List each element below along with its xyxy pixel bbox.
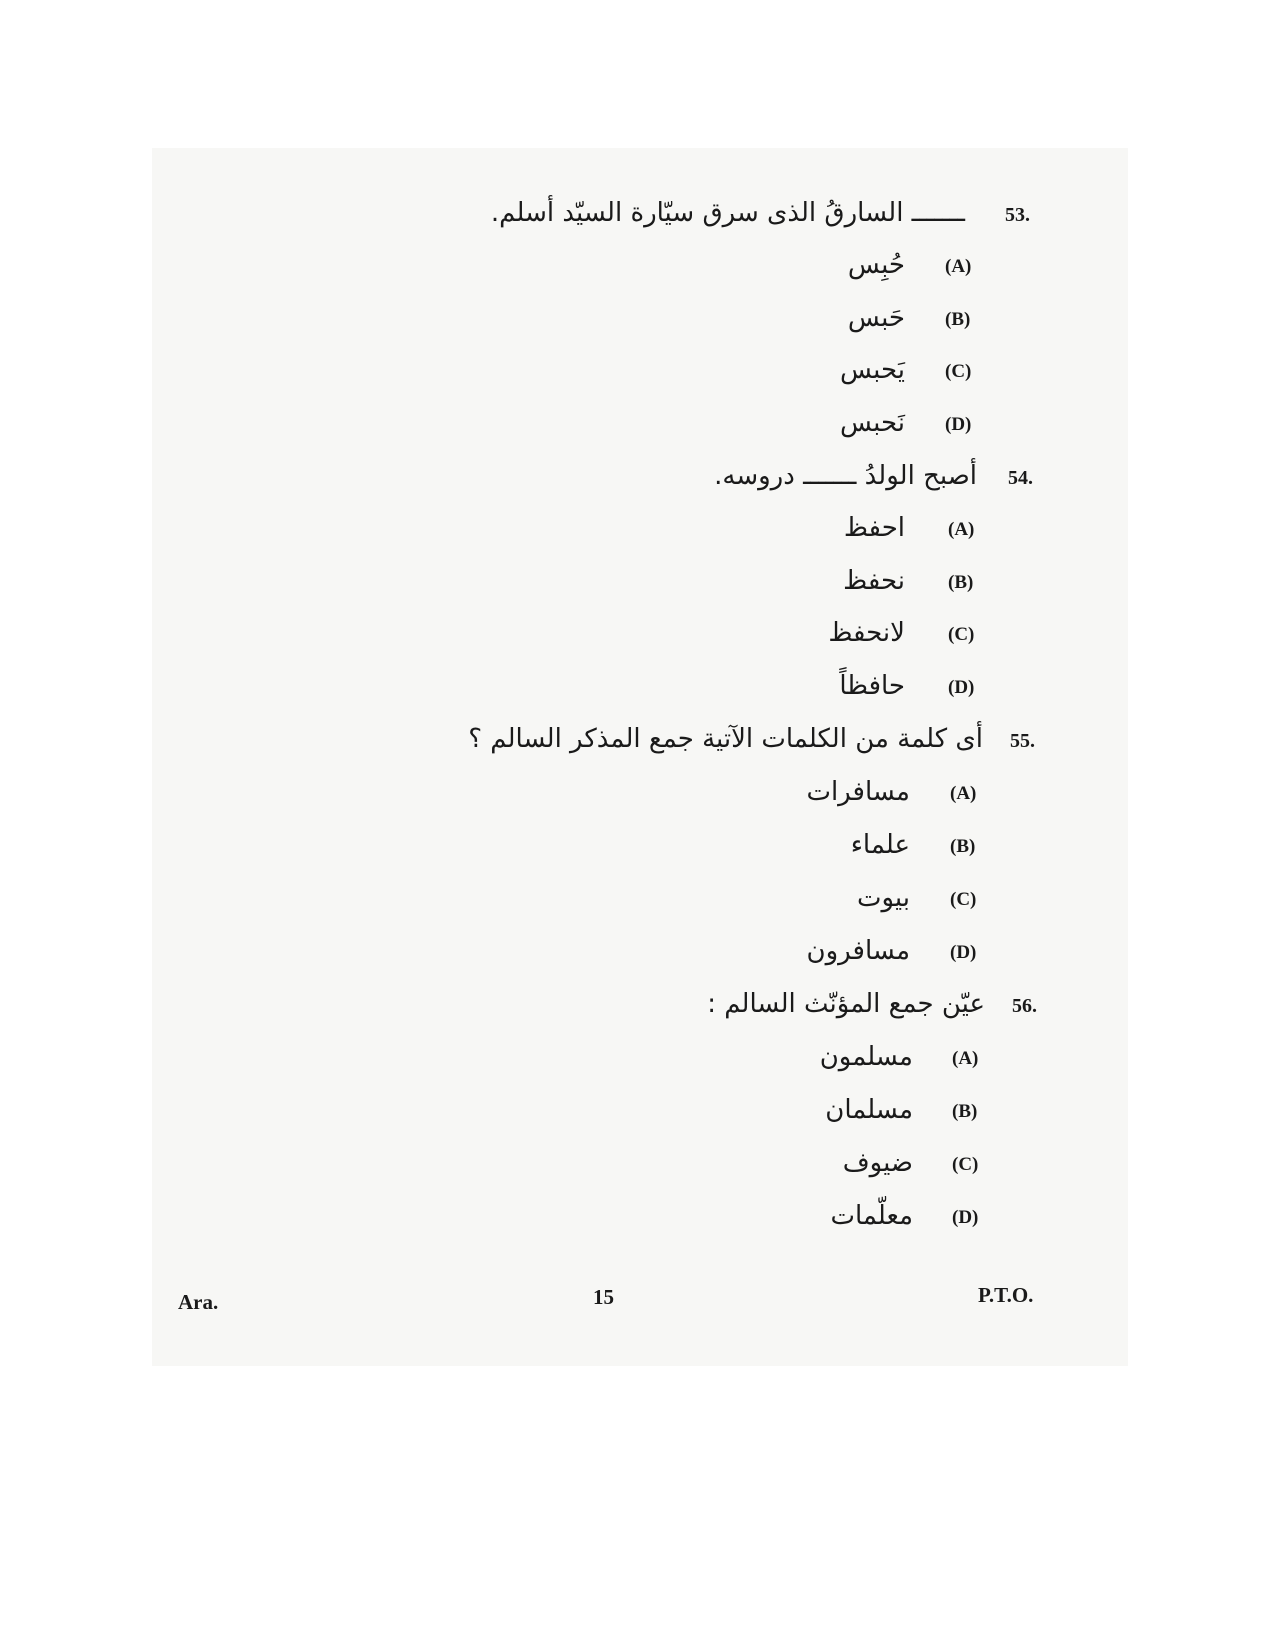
option-text: مسلمون (819, 1042, 913, 1072)
option-54-c (0, 615, 1275, 655)
option-letter: (D) (945, 414, 972, 435)
option-53-b (0, 300, 1275, 340)
option-text: لانحفظ (828, 618, 905, 648)
question-53 (0, 195, 1275, 235)
option-letter: (B) (948, 572, 974, 593)
option-letter: (D) (948, 677, 975, 698)
option-text: نَحبس (839, 408, 905, 438)
question-number: 54. (1008, 467, 1033, 489)
option-text: علماء (850, 830, 910, 860)
question-text: عيّن جمع المؤنّث السالم : (707, 989, 985, 1019)
option-letter: (C) (945, 361, 972, 382)
option-56-a (0, 1039, 1275, 1079)
option-letter: (C) (952, 1154, 979, 1175)
option-letter: (C) (948, 624, 975, 645)
option-53-a (0, 247, 1275, 287)
option-55-b (0, 827, 1275, 867)
option-letter: (B) (952, 1101, 978, 1122)
option-54-d (0, 668, 1275, 708)
option-55-a (0, 774, 1275, 814)
footer-subject-code: Ara. (178, 1290, 219, 1314)
option-text: حافظاً (839, 671, 905, 701)
question-number: 53. (1005, 204, 1030, 226)
footer-pto: P.T.O. (978, 1283, 1034, 1307)
option-letter: (A) (952, 1048, 979, 1069)
option-text: بيوت (857, 883, 910, 913)
option-text: حُبِس (847, 250, 905, 280)
option-letter: (A) (948, 519, 975, 540)
option-text: مسافرون (806, 936, 910, 966)
option-54-b (0, 563, 1275, 603)
option-55-d (0, 933, 1275, 973)
question-56 (0, 986, 1275, 1026)
option-letter: (D) (950, 942, 977, 963)
option-55-c (0, 880, 1275, 920)
question-55 (0, 721, 1275, 761)
option-text: مسلمان (825, 1095, 913, 1125)
option-letter: (B) (945, 309, 971, 330)
option-letter: (B) (950, 836, 976, 857)
option-letter: (D) (952, 1207, 979, 1228)
question-54 (0, 458, 1275, 498)
question-number: 55. (1010, 730, 1035, 752)
option-text: نحفظ (843, 566, 905, 596)
question-number: 56. (1012, 995, 1037, 1017)
option-letter: (A) (950, 783, 977, 804)
option-53-c (0, 352, 1275, 392)
option-letter: (A) (945, 256, 972, 277)
option-56-b (0, 1092, 1275, 1132)
page-number: 15 (593, 1285, 614, 1309)
option-53-d (0, 405, 1275, 445)
question-text: أصبح الولدُ ـــــــ دروسه. (714, 461, 977, 491)
option-text: معلّمات (830, 1201, 913, 1231)
option-54-a (0, 510, 1275, 550)
question-text: ـــــــ السارقُ الذى سرق سيّارة السيّد أسلم. (490, 198, 965, 228)
option-text: يَحبس (839, 355, 905, 385)
option-text: احفظ (843, 513, 905, 543)
option-text: مسافرات (806, 777, 910, 807)
option-56-d (0, 1198, 1275, 1238)
option-text: حَبس (847, 303, 905, 333)
question-text: أى كلمة من الكلمات الآتية جمع المذكر السالم ؟ (468, 724, 983, 754)
option-56-c (0, 1145, 1275, 1185)
option-text: ضيوف (842, 1148, 913, 1178)
option-letter: (C) (950, 889, 977, 910)
